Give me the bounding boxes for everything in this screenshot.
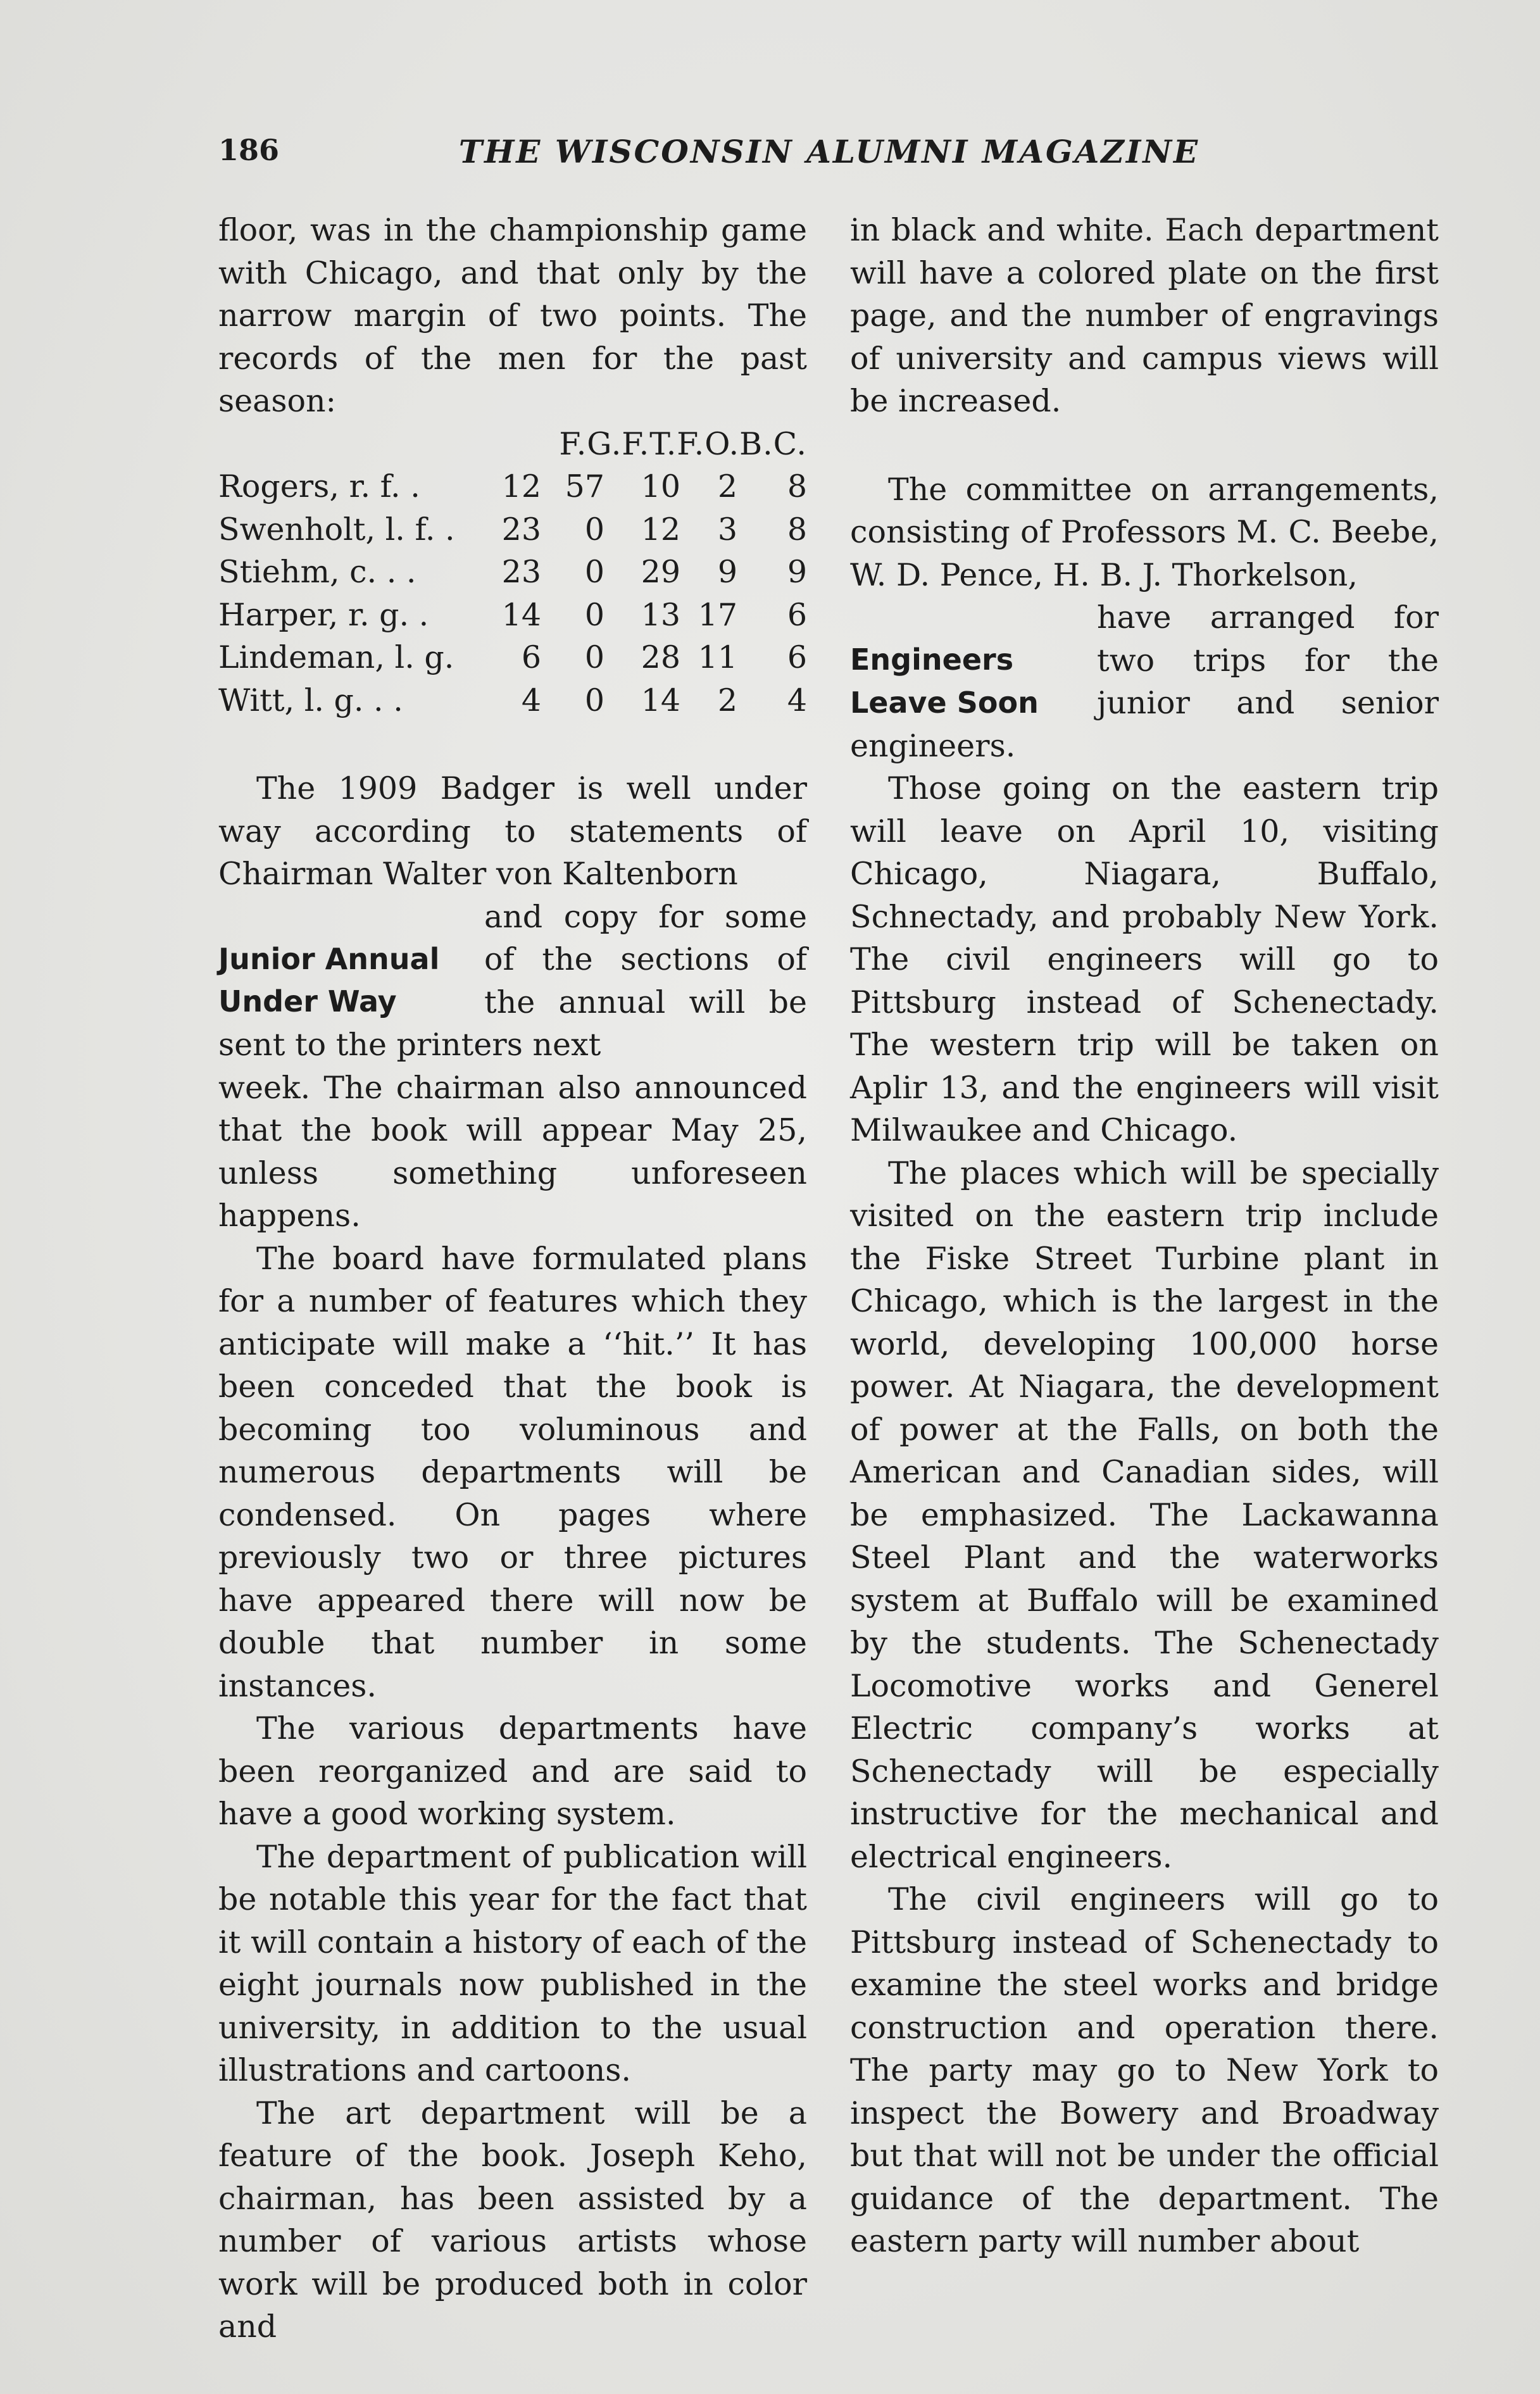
cell-f: 12 <box>641 511 680 548</box>
table-header-row <box>218 423 807 466</box>
sidehead-block <box>850 596 1439 767</box>
cell-f: 10 <box>641 468 680 504</box>
cell-o: 2 <box>717 468 737 504</box>
page-header <box>218 133 1440 184</box>
cell-fg: 4 <box>521 682 541 718</box>
cell-ft: 0 <box>584 511 604 548</box>
cell-bc: 4 <box>787 682 807 718</box>
cell-o: 11 <box>698 639 737 675</box>
cell-ft: 57 <box>565 468 604 504</box>
cell-fg: 14 <box>501 596 541 633</box>
player-name: Rogers, r. f. . <box>218 468 420 504</box>
places-paragraph: The places which will be specially visited on the eastern trip include the Fiske Street Turbine plant in Chicago, which is the largest in the world, developing 100,000 horse power. At Niagara, the development of power at the Falls, on both the American and Canadian sides, will be emphasized. The Lackawanna Steel Plant and the waterworks system at Buffalo will be examined by the students. The Schenectady Locomotive works and Generel Electric company’s works at Schenectady will be especially instructive for the mechanical and electrical engineers. <box>850 1155 1439 1875</box>
cell-fg: 23 <box>501 554 541 590</box>
committee-paragraph-top: The committee on arrangements, consisting of Professors M. C. Beebe, W. D. Pence, H. B. J. Thorkelson, <box>850 471 1439 593</box>
art-paragraph: The art department will be a feature of the book. Joseph Keho, chairman, has been assisted by a number of various artists whose work will be produced both in color and <box>218 2095 807 2345</box>
player-name: Swenholt, l. f. . <box>218 511 455 548</box>
sidehead-block <box>218 896 807 1067</box>
right-column <box>850 209 1439 2263</box>
departments-paragraph: The various departments have been reorganized and are said to have a good working system. <box>218 1710 807 1832</box>
cell-fg: 12 <box>501 468 541 504</box>
continued-paragraph: in black and white. Each department will have a colored plate on the first page, and the number of engravings of university and campus views will be increased. <box>850 212 1439 419</box>
sidehead-engineers-leave-soon: Engineers Leave Soon <box>850 642 1039 720</box>
page-number: 186 <box>218 133 280 167</box>
badger-paragraph-bottom: week. The chairman also announced that the book will appear May 25, unless something unforeseen happens. <box>218 1069 807 1234</box>
cell-ft: 0 <box>584 554 604 590</box>
table-header: F.G.F.T.F.O.B.C. <box>559 425 807 462</box>
cell-fg: 23 <box>501 511 541 548</box>
cell-bc: 9 <box>787 554 807 590</box>
cell-ft: 0 <box>584 596 604 633</box>
table-row <box>218 679 807 722</box>
cell-f: 14 <box>641 682 680 718</box>
player-name: Lindeman, l. g. <box>218 639 454 675</box>
cell-o: 17 <box>698 596 737 633</box>
table-row <box>218 508 807 551</box>
table-row <box>218 551 807 594</box>
basketball-records-table <box>218 423 807 722</box>
board-paragraph: The board have formulated plans for a number of features which they anticipate will make a ‘‘hit.’’ It has been conceded that the book is becoming too voluminous and numerous departments will be condensed. On pages where previously two or three pictures have appeared there will now be double that number in some instances. <box>218 1240 807 1704</box>
table-row <box>218 465 807 508</box>
table-row <box>218 636 807 679</box>
player-name: Stiehm, c. . . <box>218 554 416 590</box>
cell-fg: 6 <box>521 639 541 675</box>
cell-ft: 0 <box>584 639 604 675</box>
player-name: Harper, r. g. . <box>218 596 429 633</box>
badger-paragraph-top: The 1909 Badger is well under way according to statements of Chairman Walter von Kaltenborn <box>218 770 807 892</box>
cell-bc: 8 <box>787 511 807 548</box>
civil-engineers-paragraph: The civil engineers will go to Pittsburg instead of Schenectady to examine the steel works and bridge construction and operation there. The party may go to New York to inspect the Bowery and Broadway but that will not be under the official guidance of the department. The eastern party will number about <box>850 1881 1439 2259</box>
cell-o: 3 <box>717 511 737 548</box>
player-name: Witt, l. g. . . <box>218 682 403 718</box>
cell-f: 29 <box>641 554 680 590</box>
publication-paragraph: The department of publication will be notable this year for the fact that it will contain a history of each of the eight journals now published in the university, in addition to the usual illustrations and cartoons. <box>218 1838 807 2088</box>
cell-f: 28 <box>641 639 680 675</box>
badger-paragraph-side: and copy for some of the sections of the annual will be sent to the printers next <box>218 898 807 1063</box>
cell-bc: 8 <box>787 468 807 504</box>
cell-ft: 0 <box>584 682 604 718</box>
left-column <box>218 209 807 2348</box>
cell-o: 2 <box>717 682 737 718</box>
cell-o: 9 <box>717 554 737 590</box>
sidehead-junior-annual: Junior Annual Under Way <box>218 941 440 1018</box>
cell-bc: 6 <box>787 639 807 675</box>
magazine-title: THE WISCONSIN ALUMNI MAGAZINE <box>458 133 1200 170</box>
table-row <box>218 594 807 637</box>
committee-paragraph-side: have arranged for two trips for the junior and senior engineers. <box>850 599 1439 764</box>
cell-bc: 6 <box>787 596 807 633</box>
eastern-trip-paragraph: Those going on the eastern trip will leave on April 10, visiting Chicago, Niagara, Buffalo, Schnectady, and probably New York. The civil engineers will go to Pittsburg instead of Schenectady. The western trip will be taken on Aplir 13, and the engineers will visit Milwaukee and Chicago. <box>850 770 1439 1148</box>
cell-f: 13 <box>641 596 680 633</box>
intro-paragraph: floor, was in the championship game with Chicago, and that only by the narrow margin of two points. The records of the men for the past season: <box>218 212 807 419</box>
